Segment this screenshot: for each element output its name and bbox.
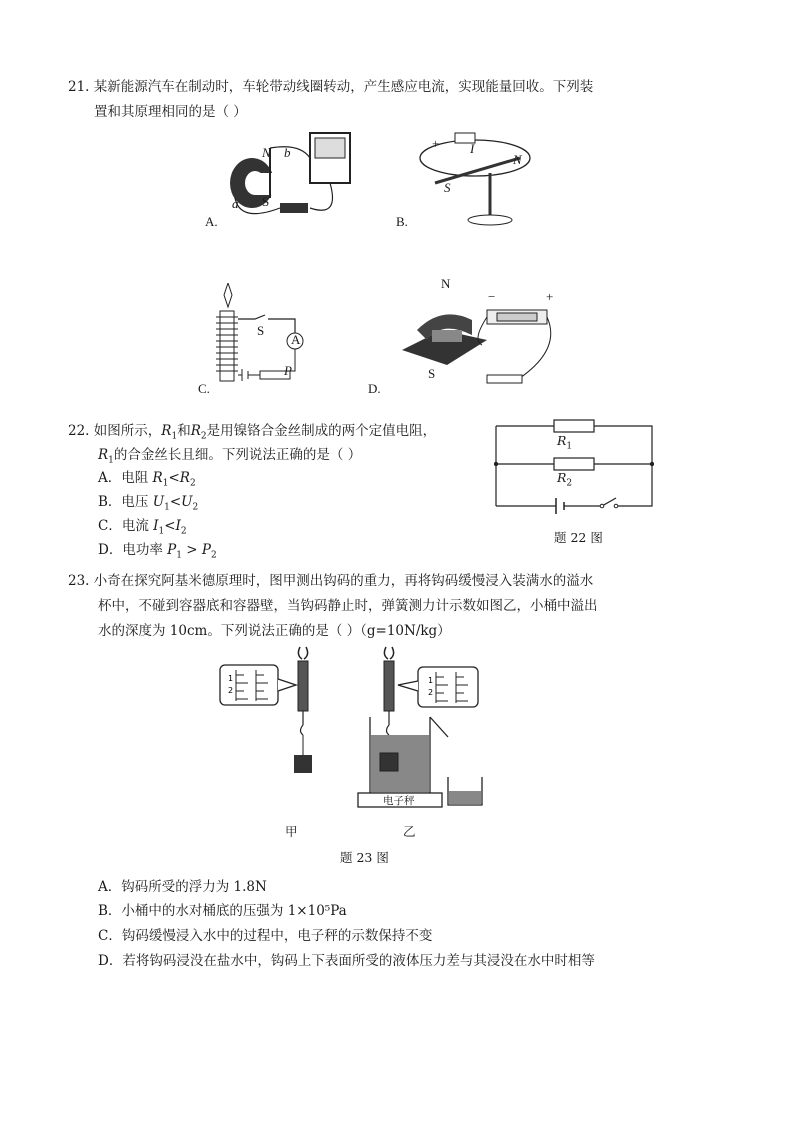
q23-text-1: 小奇在探究阿基米德原理时，图甲测出钩码的重力，再将钩码缓慢浸入装满水的溢水: [93, 573, 594, 589]
q23-figure-jia: [218, 645, 338, 775]
opt-a-sym2: R: [179, 470, 190, 486]
hook-top-yi: [384, 647, 393, 659]
r2-fig-sub: 2: [566, 478, 573, 489]
opt-a-sym1: R: [152, 470, 163, 486]
scale-reading-callout: [220, 665, 278, 705]
opt-b-sym2: U: [181, 494, 193, 510]
r2-fig-sym: R: [557, 470, 567, 485]
weight-block: [294, 755, 312, 773]
label-p: P: [284, 363, 292, 378]
q21-figure-a: [200, 128, 360, 228]
opt-a-sub2: 2: [189, 478, 196, 489]
label-a: a: [232, 196, 239, 211]
label-minus-d: −: [488, 289, 496, 304]
opt-d-op: >: [181, 542, 202, 558]
q22-option-b: [98, 493, 198, 517]
r1-sub: 1: [171, 431, 178, 442]
q22-line1: [68, 422, 436, 446]
q21-text-1: 某新能源汽车在制动时，车轮带动线圈转动，产生感应电流，实现能量回收。下列装: [93, 79, 594, 95]
r2-sub: 2: [200, 431, 207, 442]
resistor-r1: [554, 420, 594, 432]
overflow-spout: [430, 717, 448, 737]
hook-top: [298, 647, 307, 659]
weight-block-yi: [380, 753, 398, 771]
opt-d-text: D．电功率: [98, 542, 168, 558]
q23-option-c: C．钩码缓慢浸入水中的过程中，电子秤的示数保持不变: [98, 928, 433, 944]
q21-number: 21.: [68, 79, 90, 95]
option-c-label: C.: [198, 381, 210, 396]
q22-circuit: [494, 418, 654, 518]
q23-line1: [68, 572, 593, 590]
option-d-label: D.: [368, 381, 381, 396]
water-in-bucket: [449, 791, 481, 804]
q21-line1: [68, 78, 593, 96]
opt-d-sym2: P: [201, 542, 211, 558]
q22-text-b: 和: [177, 423, 191, 439]
q21-line2: 置和其原理相同的是（ ）: [94, 104, 247, 120]
fig-yi-label: 乙: [403, 824, 416, 839]
r1-sub-2: 1: [108, 455, 114, 466]
label-n-d: N: [441, 276, 451, 291]
q22-text-d: 的合金丝长且细。下列说法正确的是（ ）: [113, 447, 362, 463]
label-n-b: N: [513, 152, 522, 167]
compass-icon: [224, 283, 232, 307]
q23-option-d: D．若将钩码浸没在盐水中，钩码上下表面所受的液体压力差与其浸没在水中时相等: [98, 953, 595, 969]
q21-figure-d: [392, 290, 562, 390]
opt-c-sym2: I: [175, 518, 181, 534]
opt-d-sym1: P: [167, 542, 177, 558]
q23-figure-yi: [352, 645, 492, 815]
switch-d: [487, 375, 522, 383]
q22-option-d: [98, 541, 217, 565]
opt-d-sub2: 2: [210, 550, 217, 561]
label-ammeter: A: [291, 332, 301, 347]
spring-scale: [298, 661, 308, 711]
q23-line3: 水的深度为 10cm。下列说法正确的是（ ）（g=10N/kg）: [98, 623, 451, 639]
opt-c-sym1: I: [153, 518, 159, 534]
opt-a-text: A．电阻: [98, 470, 153, 486]
q22-line2: [98, 446, 361, 470]
label-i: I: [470, 141, 475, 156]
opt-c-text: C．电流: [98, 518, 154, 534]
r1-fig-sym: R: [557, 433, 567, 448]
label-s-d: S: [428, 366, 436, 381]
q22-caption: 题 22 图: [554, 530, 603, 545]
q21-figure-c: [210, 283, 320, 393]
option-a-label: A.: [205, 214, 218, 229]
label-s-b: S: [444, 180, 451, 195]
battery-symbol: [556, 498, 564, 514]
r1-fig-sub: 1: [566, 441, 573, 452]
opt-b-text: B．电压: [98, 494, 153, 510]
opt-c-op: <: [164, 518, 176, 534]
opt-b-op: <: [169, 494, 182, 510]
label-n-a: N: [262, 145, 271, 160]
fig-jia-label: 甲: [285, 824, 298, 839]
opt-c-sub2: 2: [180, 526, 187, 537]
r1-symbol: R: [161, 423, 172, 439]
q23-option-a: A．钩码所受的浮力为 1.8N: [98, 879, 267, 895]
label-b: b: [284, 145, 291, 160]
opt-d-sub1: 1: [176, 550, 182, 561]
opt-b-sym1: U: [152, 494, 165, 510]
r2-label: [557, 470, 572, 489]
label-plus-b: +: [432, 136, 440, 151]
r1-label: [557, 433, 572, 452]
q22-option-a: [98, 469, 196, 493]
q23-number: 23.: [68, 573, 90, 589]
q23-caption: 题 23 图: [340, 850, 389, 865]
opt-b-sub1: 1: [164, 502, 170, 513]
opt-a-op: <: [168, 470, 180, 486]
tick-1-yi: 1: [428, 676, 434, 685]
q23-line2: 杯中，不碰到容器底和容器壁，当钩码静止时，弹簧测力计示数如图乙，小桶中溢出: [98, 598, 598, 614]
q23-option-b: B．小桶中的水对桶底的压强为 1×10⁵Pa: [98, 903, 347, 919]
q22-text-a: 如图所示，: [93, 423, 162, 439]
tick-2-left: 2: [228, 686, 234, 695]
q22-number: 22.: [68, 423, 90, 439]
label-s-a: S: [262, 194, 270, 209]
opt-c-sub1: 1: [158, 526, 165, 537]
r1-symbol-2: R: [98, 447, 109, 463]
electronic-scale-label: 电子秤: [383, 795, 415, 807]
switch: [280, 203, 308, 213]
tick-1-left: 1: [228, 674, 234, 683]
label-s-c: S: [257, 323, 265, 338]
r2-symbol: R: [190, 423, 201, 439]
label-plus-d: +: [546, 289, 554, 304]
q22-text-c: 是用镍铬合金丝制成的两个定值电阻，: [206, 423, 437, 439]
opt-b-sub2: 2: [192, 502, 199, 513]
spring-scale-yi: [384, 661, 394, 711]
opt-a-sub1: 1: [162, 478, 169, 489]
q22-option-c: [98, 517, 187, 541]
open-switch: [602, 498, 616, 506]
option-b-label: B.: [396, 214, 408, 229]
tick-2-yi: 2: [428, 688, 434, 697]
resistor-r2: [554, 458, 594, 470]
